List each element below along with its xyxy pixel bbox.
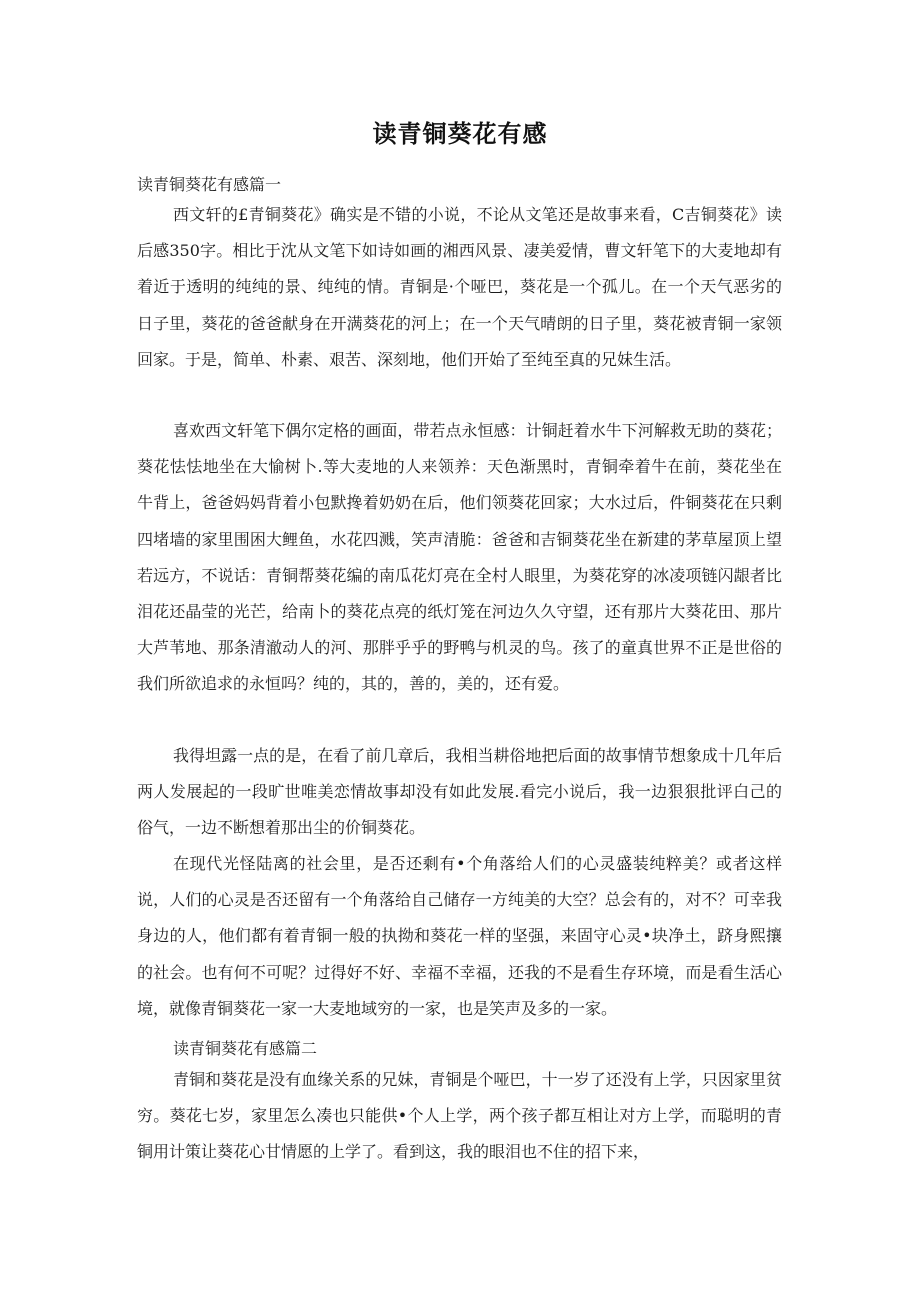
document-title: 读青铜葵花有感	[372, 120, 548, 148]
paragraph-3: 我得坦露一点的是，在看了前几章后，我相当耕俗地把后面的故事情节想象成十几年后两人发展起的一段旷世唯美恋情故事却没有如此发展.看完小说后，我一边狠狠批评白己的俗气，一边不断想着那出尘的价铜葵花。	[137, 746, 782, 838]
section-heading-1: 读青铜葵花有感篇一	[137, 175, 282, 194]
paragraph-4: 在现代光怪陆离的社会里，是否还剩有•个角落给人们的心灵盛装纯粹美？或者这样说，人们的心灵是否还留有一个角落给自己储存一方纯美的大空？总会有的，对不？可幸我身边的人，他们都有着青铜一般的执拗和葵花一样的坚强，来固守心灵•块净土，跻身熙攘的社会。也有何不可呢？过得好不好、幸福不幸福，还我的不是看生存环境，而是看生活心境，就像青铜葵花一家一大麦地域穷的一家，也是笑声及多的一家。	[137, 854, 782, 1018]
paragraph-5: 青铜和葵花是没有血缘关系的兄妹，青铜是个哑巴，十一岁了还没有上学，只因家里贫穷。葵花七岁，家里怎么凑也只能供•个人上学，两个孩子都互相让对方上学，而聪明的青铜用计策让葵花心甘情愿的上学了。看到这，我的眼泪也不住的招下来，	[137, 1070, 782, 1162]
paragraph-1: 西文轩的£青铜葵花》确实是不错的小说，不论从文笔还是故事来看，C吉铜葵花》读后感350字。相比于沈从文笔下如诗如画的湘西风景、凄美爱情，曹文轩笔下的大麦地却有着近于透明的纯纯的景、纯纯的情。青铜是·个哑巴，葵花是一个孤儿。在一个天气恶劣的日子里，葵花的爸爸献身在开满葵花的河上；在一个天气晴朗的日子里，葵花被青铜一家领回家。于是，简单、朴素、艰苦、深刻地，他们开始了至纯至真的兄妹生活。	[137, 205, 782, 369]
paragraph-2: 喜欢西文轩笔下偶尔定格的画面，带若点永恒感：计铜赶着水牛下河解救无助的葵花；葵花怯怯地坐在大愉树卜.等大麦地的人来领养：天色渐黑时，青铜牵着牛在前，葵花坐在牛背上，爸爸妈妈背着小包默搀着奶奶在后，他们领葵花回家；大水过后，件铜葵花在只剩四堵墙的家里围困大鲤鱼，水花四溅，笑声清脆：爸爸和吉铜葵花坐在新建的茅草屋顶上望若远方，不说话：青铜帮葵花编的南瓜花灯亮在全村人眼里，为葵花穿的冰凌项链闪龈者比泪花还晶莹的光芒，给南卜的葵花点亮的纸灯笼在河边久久守望，还有那片大葵花田、那片大芦苇地、那条清澈动人的河、那胖乎乎的野鸭与机灵的鸟。孩了的童真世界不正是世俗的我们所欲追求的永恒吗？纯的，其的，善的，美的，还有爱。	[137, 421, 782, 694]
section-heading-2: 读青铜葵花有感篇二	[173, 1039, 318, 1058]
